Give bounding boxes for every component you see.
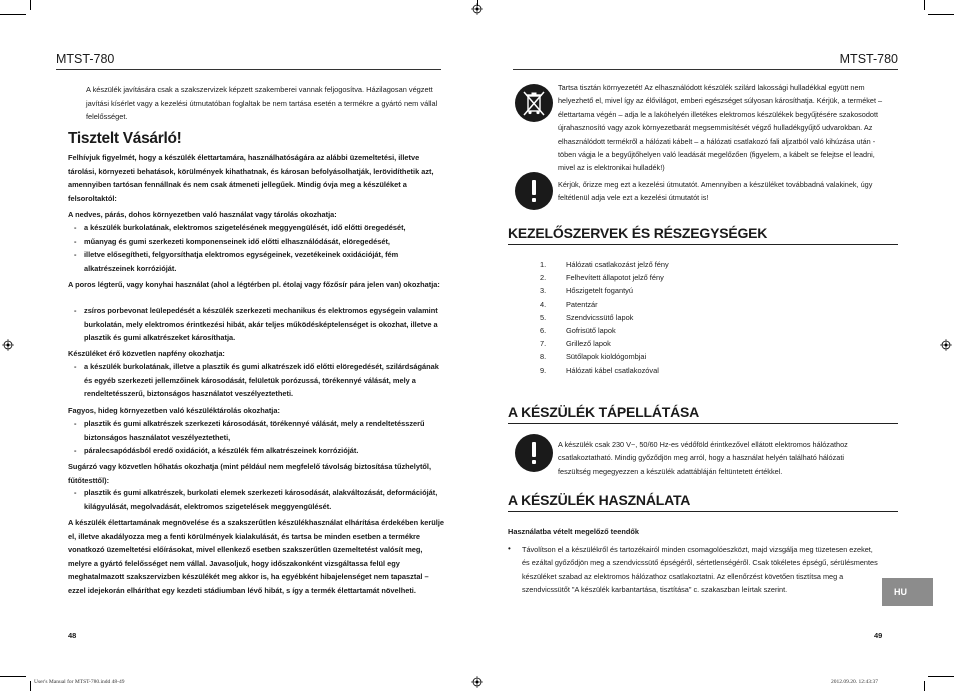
page-heading: Tisztelt Vásárló! (68, 130, 182, 147)
header-rule (513, 69, 898, 70)
crop-mark (924, 681, 925, 691)
registration-mark-icon (471, 676, 483, 688)
footer-filename: User's Manual for MTST-780.indd 48-49 (34, 679, 125, 685)
crop-mark (30, 681, 31, 691)
warning-exclamation-icon (515, 434, 553, 472)
use-subheading: Használatba vételt megelőző teendők (508, 527, 640, 536)
parts-heading: KEZELŐSZERVEK ÉS RÉSZEGYSÉGEK (508, 225, 768, 241)
list-item: - plasztik és gumi alkatrészek szerkezeti károsodását, törékennyé válását, mely a rendeltetésszerű biztonságos használatot veszélyeztetheti, (68, 417, 446, 444)
registration-mark-icon (2, 339, 14, 351)
bullet: • (508, 544, 511, 553)
frost-subheading: Fagyos, hideg környezetben való készüléktárolás okozhatja: (68, 406, 280, 415)
section-rule (508, 244, 898, 245)
language-tab: HU (882, 578, 933, 606)
warning-exclamation-icon (515, 172, 553, 210)
footer-datetime: 2012.09.20. 12:43:37 (831, 679, 879, 685)
keep-manual-notice: Kérjük, őrizze meg ezt a kezelési útmutatót. Amennyiben a készüléket továbbadná valakinek, úgy feltétlenül adja vele ezt a kezelési útmutatót is! (558, 180, 873, 203)
list-item: 3. Hőszigetelt fogantyú (540, 286, 633, 296)
environment-notice: Tartsa tisztán környezetét! Az elhasználódott készülék szilárd lakossági hulladékkal együtt nem helyezhető el, mivel így az élővilágot, emberi egészséget súlyosan károsíthatja. Kérjük, a terméket – élettartama végén – adja le a lakóhelyén illetékes elektromos készülékek begyűjtésére szakosodott újrahasznosító vagy azok környezetbarát megsemmisítését végző hulladékgyűjtő udvarokban. Az elhasználódott termékről a hálózati kábelt – a hálózati csatlakozó fali aljzatból való kihúzása után - töben vágja le a begyűjtőhelyen való leadását megelőzően (figyelem, a kábelt se felejtse el leadni, mivel az is elektronikai hulladék!) (558, 83, 883, 173)
humid-subheading: A nedves, párás, dohos környezetben való használat vagy tárolás okozhatja: (68, 210, 337, 219)
list-item: - plasztik és gumi alkatrészek, burkolati elemek szerkezeti károsodását, alakváltozását, deformációját, kilágyulását, megolvadását, elektromos szigetelések meggyengülését. (68, 486, 446, 513)
heat-effects-list (68, 486, 446, 513)
crop-mark (30, 0, 31, 10)
dust-effects-list (68, 304, 446, 345)
list-item: 4. Patentzár (540, 299, 598, 309)
use-heading: A KÉSZÜLÉK HASZNÁLATA (508, 492, 691, 508)
list-item: - zsíros porbevonat leülepedését a készülék szerkezeti mechanikus és elektromos egységein valamint burkolatán, mely elektromos érintkezési hibát, akár teljes működésképtelenséget is okozhat, illetve a plasztik és gumi alkatrészeket károsíthatja. (68, 304, 446, 345)
crop-mark (0, 676, 26, 677)
list-item: - műanyag és gumi szerkezeti komponenseinek idő előtti elhasználódását, elöregedését, (68, 235, 446, 249)
lifespan-intro: Felhívjuk figyelmét, hogy a készülék élettartamára, használhatóságára az alábbi üzemeltetési, illetve tárolási, környezeti behatások, körülmények kihathatnak, és károsan befolyásolhatják, lerövidíthetik azt, amennyiben tartósan fennállnak és nem csak átmeneti jellegűek. Mindig óvja meg a készüléket a felsoroltaktól: (68, 153, 434, 203)
list-item: 6. Gofrisütő lapok (540, 326, 616, 336)
list-item: 2. Felhevített állapotot jelző fény (540, 273, 664, 283)
repair-notice: A készülék javítására csak a szakszervizek képzett szakemberei vannak feljogosítva. Házilagosan végzett javítási kísérlet vagy a kezelési útmutatóban foglaltak be nem tartása esetén a termékre a gyártó nem vállal felelősséget. (86, 85, 438, 121)
parts-list (540, 258, 840, 377)
lifespan-closing: A készülék élettartamának megnövelése és a szakszerűtlen készülékhasználat elhárítása érdekében kerülje el, illetve akadályozza meg a fenti körülmények kialakulását, és tartsa be minden esetben a termékre vonatkozó üzemeltetési előírásokat, mivel ellenkező esetben szakszerűtlen üzemeltetést valósít meg, melyre a gyártó felelősséget nem vállal. Javasoljuk, hogy időszakonként vizsgáltassa felül egy meghatalmazott szakszervizben készülékét meg akkor is, ha egyébként hibajelenséget nem tapasztal – ezzel idejekorán elháríthat egy kezdeti stádiumban lévő hibát, s így a termék élettartamát növelheti. (68, 518, 445, 595)
crop-mark (928, 676, 954, 677)
page-number-left: 48 (68, 631, 77, 640)
section-rule (508, 423, 898, 424)
registration-mark-icon (940, 339, 952, 351)
list-item: 9. Hálózati kábel csatlakozóval (540, 365, 659, 375)
crop-mark (0, 14, 26, 15)
weee-bin-icon (515, 84, 553, 122)
frost-effects-list (68, 417, 446, 458)
humid-effects-list (68, 221, 446, 275)
dust-subheading: A poros légterű, vagy konyhai használat (ahol a légtérben pl. étolaj vagy főzősír pára jelen van) okozhatja: (68, 280, 440, 289)
list-item: - a készülék burkolatának, illetve a plasztik és gumi alkatrészek idő előtti elöregedését, szilárdságának és egyéb szerkezeti jellemzőinek károsodását, felületük porózussá, törékennyé válását, mely a rendeltetésszerű, biztonságos használatot veszélyeztetheti. (68, 360, 446, 401)
sunlight-effects-list (68, 360, 446, 401)
heat-subheading: Sugárzó vagy közvetlen hőhatás okozhatja (mint például nem megfelelő távolság biztosítása tűzhelytől, fűtőtesttől): (68, 462, 432, 485)
power-text: A készülék csak 230 V~, 50/60 Hz-es védőföld érintkezővel ellátott elektromos hálózathoz csatlakoztatható. Mindig győződjön meg arról, hogy a használat helyén található hálózati feszültség megegyezzen a készülék adattábláján feltüntetett értékkel. (558, 440, 848, 476)
list-item: - illetve elősegítheti, felgyorsíthatja elektromos egységeinek, vezetékeinek oxidációját, fém alkatrészeinek korrózióját. (68, 248, 446, 275)
crop-mark (924, 0, 925, 10)
list-item: - a készülék burkolatának, elektromos szigetelésének meggyengülését, idő előtti öregedését, (68, 221, 446, 235)
section-rule (508, 511, 898, 512)
sunlight-subheading: Készüléket érő közvetlen napfény okozhatja: (68, 349, 225, 358)
list-item: - páralecsapódásból eredő oxidációt, a készülék fém alkatrészeinek korrózióját. (68, 444, 446, 458)
header-rule (56, 69, 441, 70)
list-item: 5. Szendvicssütő lapok (540, 312, 634, 322)
left-model-header: MTST-780 (56, 52, 115, 66)
right-model-header: MTST-780 (839, 52, 898, 66)
registration-mark-icon (471, 3, 483, 15)
crop-mark (928, 14, 954, 15)
list-item: 8. Sütőlapok kioldógombjai (540, 352, 647, 362)
list-item: 7. Grillező lapok (540, 339, 611, 349)
list-item: 1. Hálózati csatlakozást jelző fény (540, 260, 669, 269)
page-number-right: 49 (874, 631, 883, 640)
use-text: Távolítson el a készülékről és tartozékairól minden csomagolóeszközt, majd vizsgálja meg tüzetesen ezeket, és ezáltal győződjön meg a szendvicssütő épségéről, sértetlenségéről. Csak tökéletes épségű, sérülésmentes készüléket szabad az elektromos hálózathoz csatlakoztatni. Az ellenőrzést követően tisztítsa meg a szendvicssütőt "A készülék karbantartása, tisztítása" c. szakaszban leírtak szerint. (522, 545, 878, 595)
power-heading: A KÉSZÜLÉK TÁPELLÁTÁSA (508, 404, 700, 420)
